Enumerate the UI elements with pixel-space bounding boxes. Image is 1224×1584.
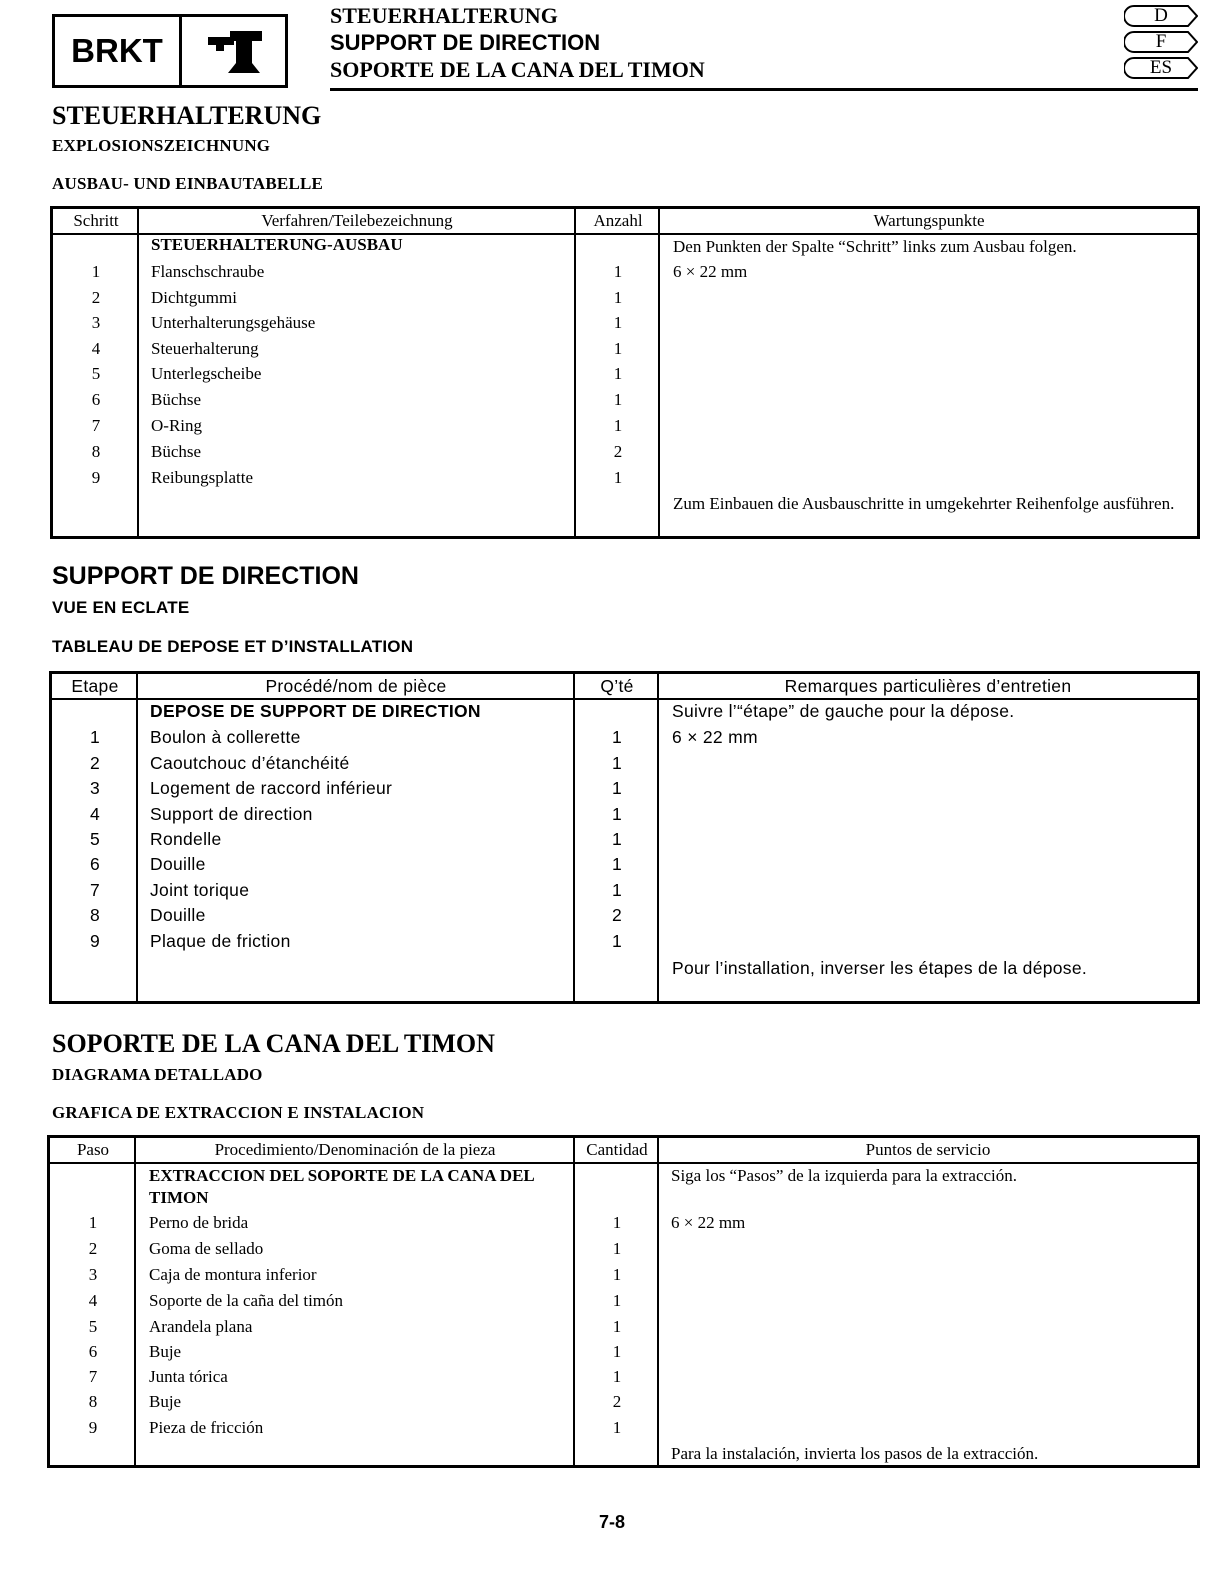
row-quantity: 2 — [612, 1392, 622, 1411]
page-number: 7-8 — [598, 1512, 625, 1532]
row-quantity: 1 — [612, 1367, 622, 1386]
reassembly-note: Pour l’installation, inverser les étapes de la dépose. — [672, 958, 1088, 978]
bracket-icon — [182, 17, 285, 85]
row-part-name: Soporte de la caña del timón — [149, 1291, 344, 1310]
row-part-name: Boulon à collerette — [150, 727, 301, 747]
row-part-name: Rondelle — [150, 829, 222, 849]
row-quantity: 1 — [611, 778, 623, 798]
row-step: 1 — [88, 1213, 98, 1232]
row-quantity: 1 — [611, 854, 623, 874]
section-title-es: SOPORTE DE LA CANA DEL TIMON — [52, 1029, 495, 1058]
language-label-fr: F — [1155, 31, 1167, 52]
header-title-es: SOPORTE DE LA CANA DEL TIMON — [330, 57, 705, 82]
row-quantity: 1 — [613, 339, 623, 358]
row-part-name: Logement de raccord inférieur — [150, 778, 393, 798]
row-step: 5 — [91, 364, 101, 383]
row-part-name: Unterlegscheibe — [151, 364, 262, 383]
language-label-es: ES — [1149, 57, 1173, 78]
column-header-step: Etape — [71, 676, 119, 696]
row-part-name: Support de direction — [150, 804, 313, 824]
row-step: 4 — [89, 804, 101, 824]
row-step: 2 — [89, 753, 101, 773]
row-quantity: 1 — [613, 390, 623, 409]
row-quantity: 1 — [611, 753, 623, 773]
header-title-de: STEUERHALTERUNG — [330, 3, 558, 28]
row-note: 6 × 22 mm — [673, 262, 748, 281]
row-quantity: 1 — [612, 1239, 622, 1258]
header-divider — [50, 1162, 1197, 1164]
row-quantity: 1 — [612, 1418, 622, 1437]
row-step: 4 — [88, 1291, 98, 1310]
row-quantity: 1 — [612, 1291, 622, 1310]
row-step: 9 — [88, 1418, 98, 1437]
column-header-quantity: Cantidad — [586, 1140, 648, 1159]
row-part-name: Perno de brida — [149, 1213, 249, 1232]
row-part-name: Buje — [149, 1392, 182, 1411]
column-header-procedure: Procédé/nom de pièce — [265, 676, 447, 696]
row-quantity: 1 — [613, 468, 623, 487]
row-quantity: 1 — [611, 829, 623, 849]
row-step: 3 — [88, 1265, 98, 1284]
row-quantity: 1 — [612, 1265, 622, 1284]
disassembly-table-de — [50, 206, 1200, 539]
column-header-step: Schritt — [73, 211, 119, 230]
row-part-name: Goma de sellado — [149, 1239, 264, 1258]
reassembly-note: Para la instalación, invierta los pasos de la extracción. — [671, 1444, 1039, 1463]
row-part-name: Flanschschraube — [151, 262, 265, 281]
header-titles — [330, 2, 705, 83]
header-title-fr: SUPPORT DE DIRECTION — [330, 30, 601, 55]
column-header-remarks: Puntos de servicio — [865, 1140, 991, 1159]
section-subtitle-de: EXPLOSIONSZEICHNUNG — [52, 136, 271, 155]
row-step: 1 — [91, 262, 101, 281]
column-header-quantity: Q’té — [600, 676, 634, 696]
row-part-name: O-Ring — [151, 416, 202, 435]
row-step: 6 — [91, 390, 101, 409]
row-part-name: Caja de montura inferior — [149, 1265, 317, 1284]
column-header-quantity: Anzahl — [593, 211, 643, 230]
row-note: 6 × 22 mm — [672, 727, 758, 747]
row-quantity: 1 — [613, 416, 623, 435]
procedure-heading-note: Siga los “Pasos” de la izquierda para la extracción. — [671, 1166, 1018, 1185]
section-title-de: STEUERHALTERUNG — [52, 101, 322, 130]
row-part-name: Buje — [149, 1342, 182, 1361]
row-part-name: Douille — [150, 854, 206, 874]
row-quantity: 1 — [613, 313, 623, 332]
procedure-heading: EXTRACCION DEL SOPORTE DE LA CANA DEL TIMON — [149, 1166, 534, 1207]
row-part-name: Pieza de fricción — [149, 1418, 264, 1437]
row-step: 5 — [88, 1317, 98, 1336]
row-step: 9 — [91, 468, 101, 487]
header-rule — [330, 88, 1198, 91]
row-step: 5 — [89, 829, 101, 849]
section-subtitle-es: DIAGRAMA DETALLADO — [52, 1065, 263, 1084]
row-quantity: 1 — [612, 1213, 622, 1232]
column-header-step: Paso — [76, 1140, 110, 1159]
table-title-es: GRAFICA DE EXTRACCION E INSTALACION — [52, 1103, 425, 1122]
row-part-name: Steuerhalterung — [151, 339, 259, 358]
row-step: 8 — [91, 442, 101, 461]
section-badge — [52, 14, 288, 88]
row-part-name: Plaque de friction — [150, 931, 291, 951]
row-quantity: 1 — [611, 727, 623, 747]
header-divider — [52, 698, 1197, 700]
row-part-name: Caoutchouc d’étanchéité — [150, 753, 350, 773]
row-step: 8 — [88, 1392, 98, 1411]
row-quantity: 2 — [611, 905, 623, 925]
row-note: 6 × 22 mm — [671, 1213, 746, 1232]
row-quantity: 1 — [613, 288, 623, 307]
procedure-heading-note: Suivre l’“étape” de gauche pour la dépose. — [672, 701, 1015, 721]
row-step: 7 — [89, 880, 101, 900]
row-step: 6 — [89, 854, 101, 874]
language-tag-fr — [1124, 31, 1198, 53]
section-title-fr: SUPPORT DE DIRECTION — [52, 562, 359, 590]
row-step: 9 — [89, 931, 101, 951]
row-part-name: Joint torique — [150, 880, 250, 900]
row-part-name: Arandela plana — [149, 1317, 253, 1336]
column-header-procedure: Verfahren/Teilebezeichnung — [261, 211, 453, 230]
row-step: 6 — [88, 1342, 98, 1361]
row-step: 7 — [91, 416, 101, 435]
row-step: 1 — [89, 727, 101, 747]
row-part-name: Büchse — [151, 442, 202, 461]
table-title-fr: TABLEAU DE DEPOSE ET D’INSTALLATION — [52, 637, 414, 656]
row-quantity: 2 — [613, 442, 623, 461]
procedure-heading: DEPOSE DE SUPPORT DE DIRECTION — [150, 701, 481, 721]
disassembly-table-fr — [49, 671, 1200, 1004]
column-header-procedure: Procedimiento/Denominación de la pieza — [214, 1140, 496, 1159]
row-step: 3 — [91, 313, 101, 332]
language-label-de: D — [1154, 5, 1168, 26]
row-quantity: 1 — [611, 880, 623, 900]
row-quantity: 1 — [612, 1317, 622, 1336]
row-part-name: Dichtgummi — [151, 288, 237, 307]
row-step: 2 — [88, 1239, 98, 1258]
row-step: 2 — [91, 288, 101, 307]
row-quantity: 1 — [612, 1342, 622, 1361]
row-step: 7 — [88, 1367, 98, 1386]
row-step: 3 — [89, 778, 101, 798]
row-quantity: 1 — [611, 931, 623, 951]
table-title-de: AUSBAU- UND EINBAUTABELLE — [52, 174, 324, 193]
language-tag-es — [1124, 57, 1198, 79]
row-step: 8 — [89, 905, 101, 925]
section-subtitle-fr: VUE EN ECLATE — [52, 598, 190, 617]
row-step: 4 — [91, 339, 101, 358]
badge-label: BRKT — [55, 17, 182, 85]
disassembly-table-es — [47, 1135, 1200, 1468]
row-part-name: Junta tórica — [149, 1367, 228, 1386]
column-header-remarks: Wartungspunkte — [873, 211, 985, 230]
row-quantity: 1 — [611, 804, 623, 824]
row-part-name: Unterhalterungsgehäuse — [151, 313, 316, 332]
row-quantity: 1 — [613, 262, 623, 281]
column-header-remarks: Remarques particulières d’entretien — [784, 676, 1072, 696]
procedure-heading-note: Den Punkten der Spalte “Schritt” links zum Ausbau folgen. — [673, 237, 1077, 256]
row-part-name: Douille — [150, 905, 206, 925]
row-part-name: Reibungsplatte — [151, 468, 253, 487]
reassembly-note: Zum Einbauen die Ausbauschritte in umgekehrter Reihenfolge ausführen. — [673, 494, 1175, 513]
language-tag-de — [1124, 5, 1198, 27]
row-quantity: 1 — [613, 364, 623, 383]
procedure-heading: STEUERHALTERUNG-AUSBAU — [151, 235, 403, 254]
row-part-name: Büchse — [151, 390, 202, 409]
